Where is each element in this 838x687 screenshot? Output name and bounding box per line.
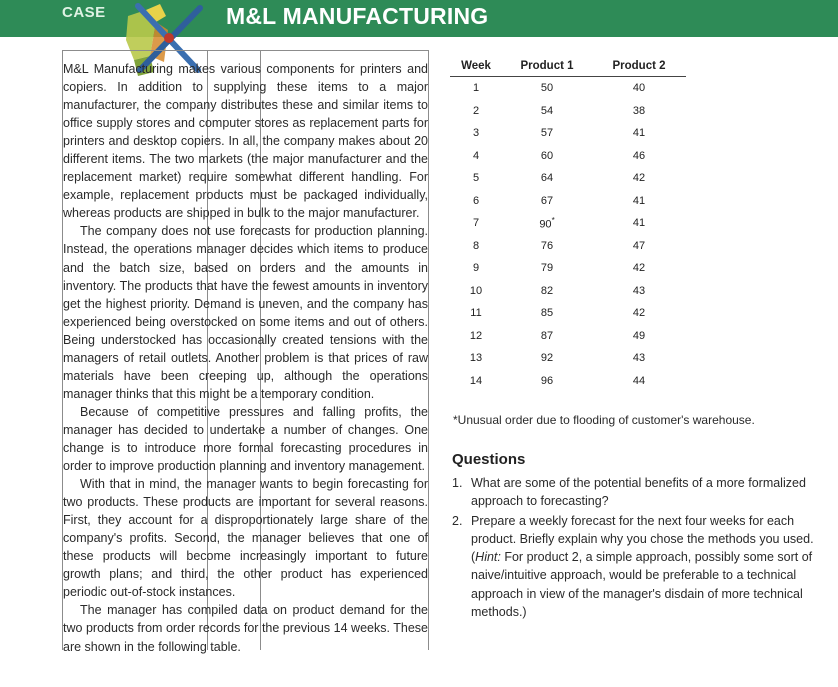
table-row <box>450 235 686 258</box>
question-text-cont: For product 2, a simple approach, possibly some sort of naive/intuitive approach, would be preferable to a technical approach in view of the manager's disdain of more technical methods.) <box>471 550 813 619</box>
cell-week: 4 <box>472 149 480 162</box>
cell-product-1: 60 <box>540 149 554 162</box>
table-row <box>450 77 686 100</box>
column-top-rule <box>62 50 428 51</box>
case-title: M&L MANUFACTURING <box>226 3 489 29</box>
cell-product-1: 76 <box>540 239 554 252</box>
cell-product-2: 49 <box>632 329 646 342</box>
table-row <box>450 302 686 325</box>
cell-product-1: 67 <box>540 194 554 207</box>
cell-product-1: 92 <box>540 352 554 365</box>
question-number: 2. <box>452 514 463 529</box>
column-header-product-1: Product 1 <box>502 60 592 77</box>
body-paragraph: With that in mind, the manager wants to begin forecasting for two products. These products are important for several reasons. First, they account for a disproportionately large share of the company's profits. Second, the manager believes that one of these products will become increasingly important to future growth plans; and third, the other product has experienced periodic out-of-stock instances. <box>63 477 428 600</box>
cell-product-2: 41 <box>632 194 646 207</box>
cell-product-2: 42 <box>632 262 646 275</box>
table-footnote: *Unusual order due to flooding of customer's warehouse. <box>453 413 755 427</box>
cell-product-1: 90* <box>539 215 555 231</box>
table-row <box>450 325 686 348</box>
cell-product-2: 43 <box>632 284 646 297</box>
cell-week: 2 <box>472 104 480 117</box>
column-header-week: Week <box>450 60 502 77</box>
question-item <box>452 512 820 621</box>
cell-product-1: 82 <box>540 284 554 297</box>
cell-week: 6 <box>472 194 480 207</box>
table-row <box>450 212 686 235</box>
table-row <box>450 280 686 303</box>
cell-product-1: 87 <box>540 329 554 342</box>
cell-week: 13 <box>469 352 483 365</box>
cell-product-2: 44 <box>632 374 646 387</box>
case-label: CASE <box>62 4 106 21</box>
cell-week: 14 <box>469 374 483 387</box>
question-text: What are some of the potential benefits of a more formalized approach to forecasting? <box>471 476 806 509</box>
table-row <box>450 167 686 190</box>
cell-week: 5 <box>472 172 480 185</box>
cell-week: 7 <box>472 217 480 230</box>
table-row <box>450 122 686 145</box>
cell-product-1: 54 <box>540 104 554 117</box>
cell-product-1: 79 <box>540 262 554 275</box>
cell-product-1: 64 <box>540 172 554 185</box>
table-row <box>450 190 686 213</box>
table-row <box>450 370 686 393</box>
table-header-row <box>450 60 686 77</box>
demand-table-body <box>450 77 686 393</box>
cell-product-2: 42 <box>632 307 646 320</box>
demand-table <box>450 60 686 392</box>
table-row <box>450 145 686 168</box>
cell-week: 12 <box>469 329 483 342</box>
cell-product-1: 96 <box>540 374 554 387</box>
cell-product-1: 50 <box>540 82 554 95</box>
cell-week: 9 <box>472 262 480 275</box>
questions-list <box>452 474 820 623</box>
questions-heading: Questions <box>452 451 526 468</box>
cell-product-2: 41 <box>632 217 646 230</box>
table-row <box>450 257 686 280</box>
cell-product-2: 43 <box>632 352 646 365</box>
body-paragraph: M&L Manufacturing makes various components for printers and copiers. In addition to supplying these items to a major manufacturer, the company distributes these and similar items to office supply stores and computer stores as replacement parts for printers and desktop copiers. In all, the company makes about 20 different items. The two markets (the major manufacturer and the replacement market) require somewhat different handling. For example, replacement products must be packaged individually, whereas products are shipped in bulk to the major manufacturer. <box>63 62 428 221</box>
cell-product-2: 41 <box>632 127 646 140</box>
cell-week: 1 <box>472 82 480 95</box>
cell-week: 10 <box>469 284 483 297</box>
cell-week: 8 <box>472 239 480 252</box>
cell-week: 11 <box>470 307 482 320</box>
cell-product-2: 47 <box>632 239 646 252</box>
table-row <box>450 100 686 123</box>
question-number: 1. <box>452 476 463 490</box>
cell-week: 3 <box>472 127 480 140</box>
hint-label: Hint: <box>475 550 501 565</box>
column-header-product-2: Product 2 <box>592 60 686 77</box>
cell-product-2: 46 <box>632 149 646 162</box>
case-body-text <box>63 60 428 656</box>
cell-product-1: 85 <box>540 307 554 320</box>
cell-product-2: 40 <box>632 82 646 95</box>
cell-product-2: 38 <box>632 104 646 117</box>
question-text: Prepare a weekly forecast for the next four weeks for each product. Briefly explain why you chose the methods you used. ( <box>471 514 814 565</box>
cell-product-2: 42 <box>632 172 646 185</box>
body-paragraph: Because of competitive pressures and falling profits, the manager has decided to undertake a number of changes. One change is to introduce more formal forecasting procedures in order to improve production planning and inventory management. <box>63 404 428 474</box>
question-item <box>452 474 820 510</box>
column-rule-right <box>428 50 429 650</box>
cell-product-1: 57 <box>540 127 554 140</box>
body-paragraph: The manager has compiled data on product demand for the two products from order records for the previous 14 weeks. These are shown in the following table. <box>63 603 428 654</box>
body-paragraph: The company does not use forecasts for production planning. Instead, the operations manager decides which items to produce and the batch size, based on orders and the amounts in inventory. The products that have the fewest amounts in inventory get the highest priority. Demand is uneven, and the company has experienced being overstocked on some items and out of others. Being understocked has occasionally created tensions with the managers of retail outlets. Another problem is that prices of raw materials have been creeping up, although the operations manager thinks that this might be a temporary condition. <box>63 224 428 401</box>
table-row <box>450 347 686 370</box>
